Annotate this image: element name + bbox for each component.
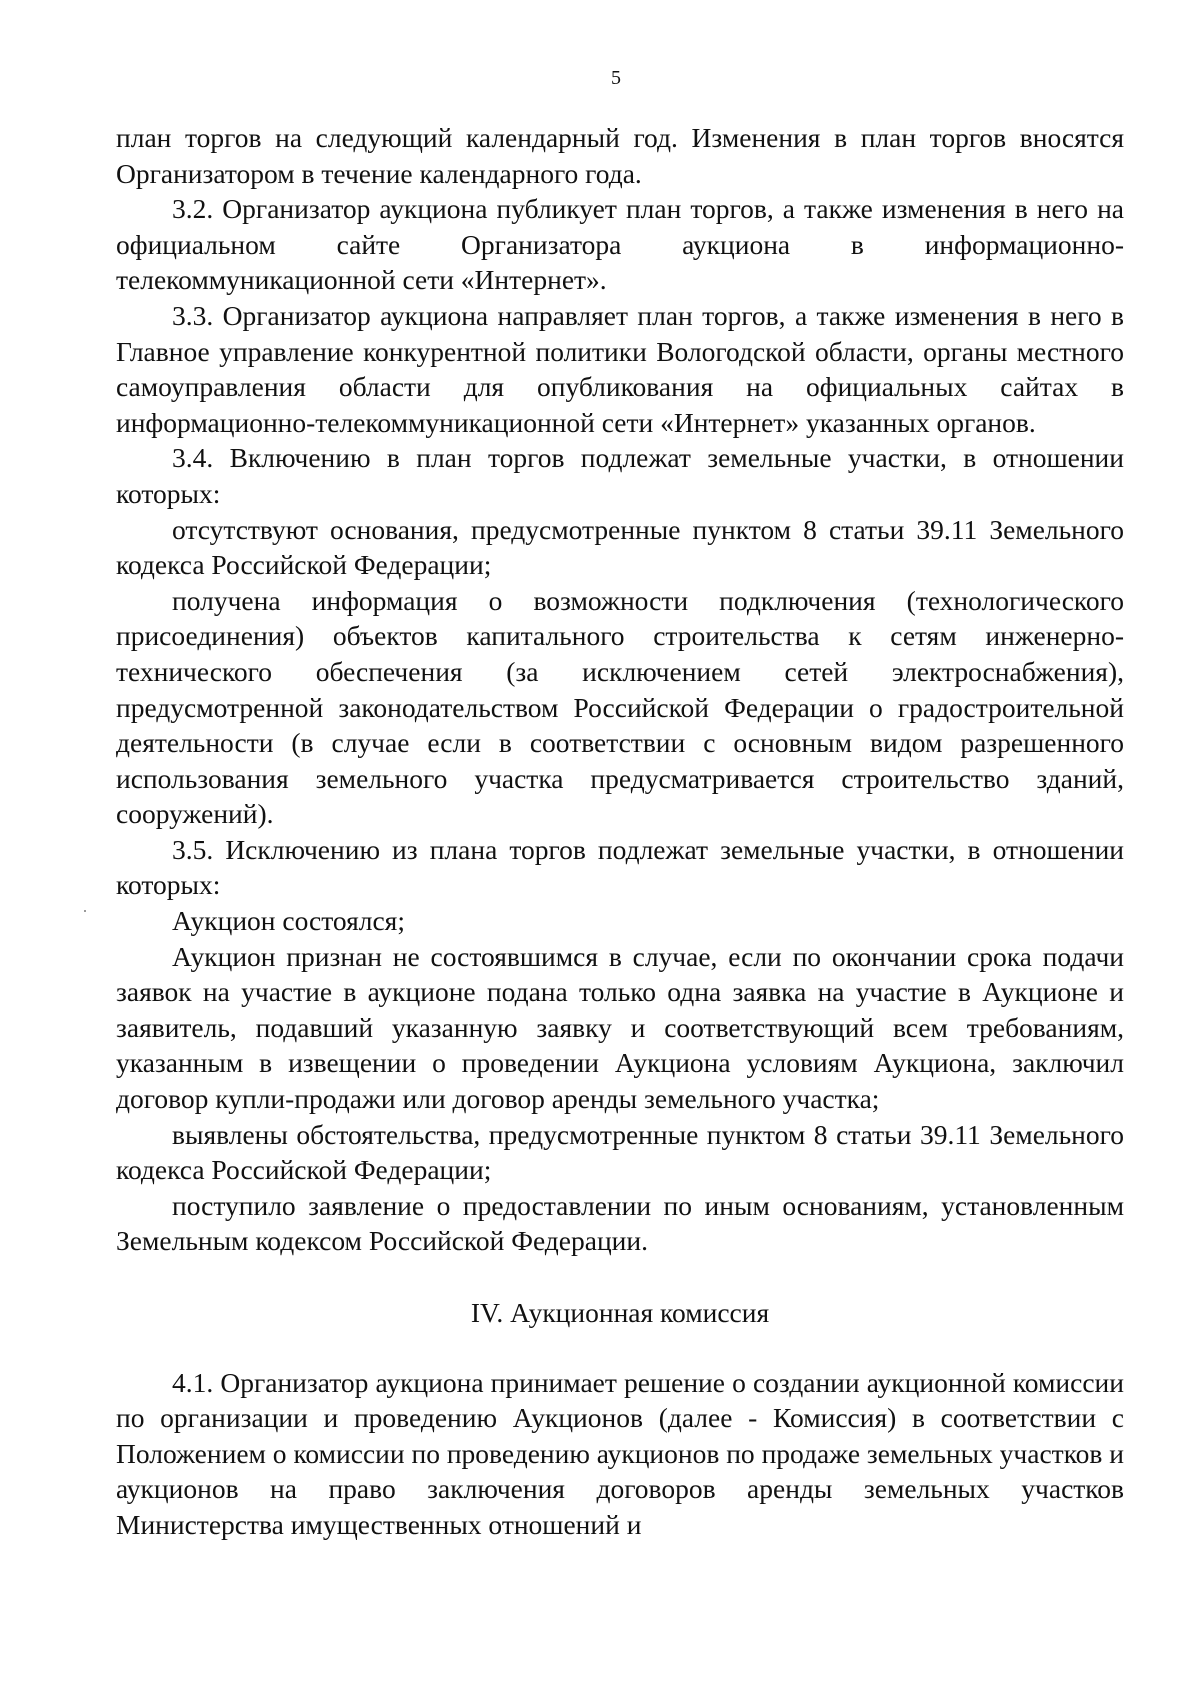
paragraph-3-5-item-1: Аукцион состоялся; [172,905,405,937]
paragraph-4-1: 4.1. Организатор аукциона принимает решение о создании аукционной комиссии по организации и проведению Аукционов (далее - Комиссия) в соответствии с Положением о комиссии по проведению аукционов по продаже земельных участков и аукционов на право заключения договоров аренды земельных участков Министерства имущественных отношений и [116,1366,1124,1540]
paragraph-3-2: 3.2. Организатор аукциона публикует план торгов, а также изменения в него на официальном сайте Организатора аукциона в информационно-телекоммуникационной сети «Интернет». [116,193,1124,296]
paragraph-3-5-item-3: выявлены обстоятельства, предусмотренные пунктом 8 статьи 39.11 Земельного кодекса Российской Федерации; [116,1118,1124,1186]
paragraph-3-3: 3.3. Организатор аукциона направляет план торгов, а также изменения в него в Главное управление конкурентной политики Вологодской области, органы местного самоуправления области для опубликования на официальных сайтах в информационно-телекоммуникационной сети «Интернет» указанных органов. [116,299,1124,438]
paragraph-3-4-item-2: получена информация о возможности подключения (технологического присоединения) объектов капитального строительства к сетям инженерно-технического обеспечения (за исключением сетей электроснабжения), предусмотренной законодательством Российской Федерации о градостроительной деятельности (в случае если в соответствии с основным видом разрешенного использования земельного участка предусматривается строительство зданий, сооружений). [116,584,1124,830]
page-number: 5 [611,67,621,89]
paragraph-3-4-item-1: отсутствуют основания, предусмотренные пунктом 8 статьи 39.11 Земельного кодекса Российской Федерации; [116,513,1124,581]
paragraph-continuation: план торгов на следующий календарный год. Изменения в план торгов вносятся Организатором в течение календарного года. [116,122,1124,189]
section-heading: IV. Аукционная комиссия [470,1297,770,1328]
paragraph-3-5-item-2: Аукцион признан не состоявшимся в случае, если по окончании срока подачи заявок на участие в аукционе подана только одна заявка на участие в Аукционе и заявитель, подавший указанную заявку и соответствующий всем требованиям, указанным в извещении о проведении Аукциона условиям Аукциона, заключил договор купли-продажи или договор аренды земельного участка; [116,940,1124,1115]
document-body [116,120,1124,1543]
paragraph-3-5-item-4: поступило заявление о предоставлении по иным основаниям, установленным Земельным кодексом Российской Федерации. [116,1189,1124,1257]
paragraph-3-4: 3.4. Включению в план торгов подлежат земельные участки, в отношении которых: [116,442,1124,509]
paragraph-3-5: 3.5. Исключению из плана торгов подлежат земельные участки, в отношении которых: [116,833,1124,901]
scan-speck [84,910,86,912]
